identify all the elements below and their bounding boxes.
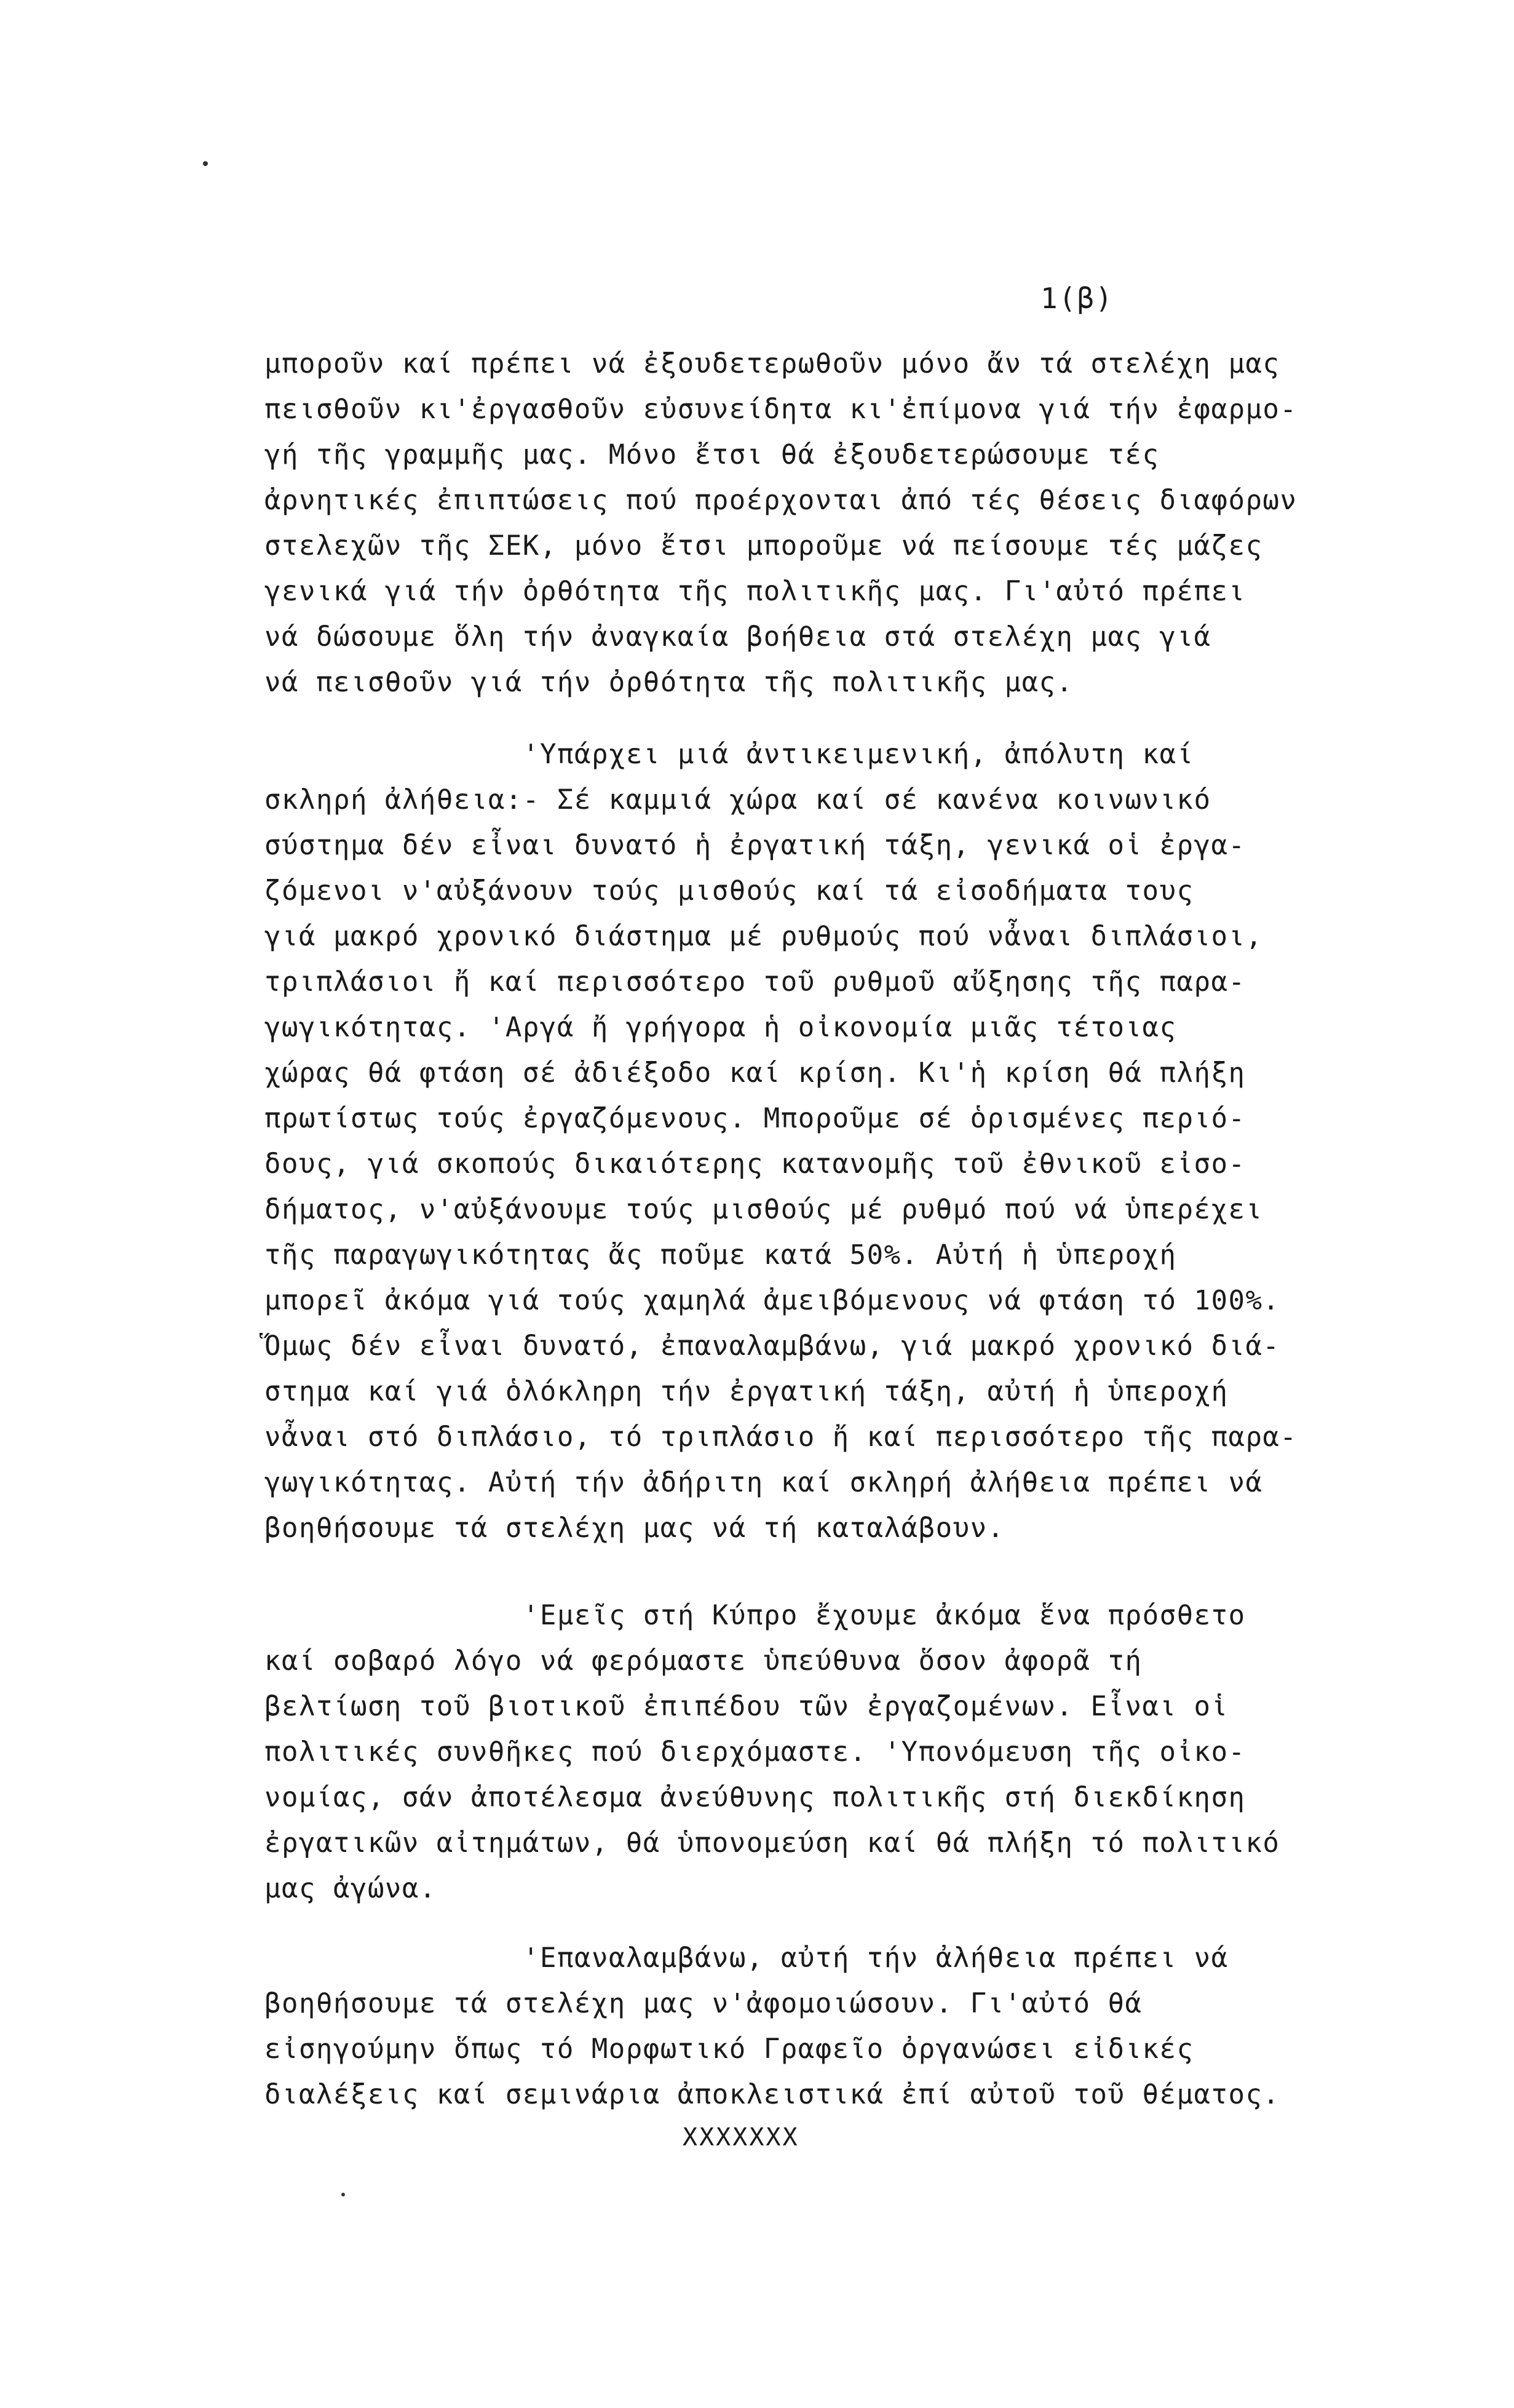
text-line: ἀρνητικές ἐπιπτώσεις πού προέρχονται ἀπό τές θέσεις διαφόρων [264, 485, 1298, 516]
text-line: βοηθήσουμε τά στελέχη μας νά τή καταλάβουν. [264, 1512, 1005, 1544]
text-line: σκληρή ἀλήθεια:- Σέ καμμιά χώρα καί σέ κανένα κοινωνικό [264, 784, 1211, 816]
text-line: στημα καί γιά ὁλόκληρη τήν ἐργατική τάξη, αὐτή ἡ ὑπεροχή [264, 1376, 1229, 1407]
text-line: τριπλάσιοι ἤ καί περισσότερο τοῦ ρυθμοῦ αὔξησης τῆς παρα- [264, 966, 1246, 998]
end-mark: XXXXXXX [683, 2123, 799, 2152]
text-line: γωγικότητας. 'Αργά ἤ γρήγορα ἡ οἰκονομία μιᾶς τέτοιας [264, 1012, 1177, 1043]
text-line: 'Επαναλαμβάνω, αὐτή τήν ἀλήθεια πρέπει νά [523, 1942, 1229, 1974]
text-line: καί σοβαρό λόγο νά φερόμαστε ὑπεύθυνα ὅσον ἀφορᾶ τή [264, 1645, 1143, 1677]
text-line: βελτίωση τοῦ βιοτικοῦ ἐπιπέδου τῶν ἐργαζομένων. Εἶναι οἱ [264, 1691, 1229, 1722]
text-line: γή τῆς γραμμῆς μας. Μόνο ἔτσι θά ἐξουδετερώσουμε τές [264, 439, 1160, 471]
text-line: 'Υπάρχει μιά ἀντικειμενική, ἀπόλυτη καί [523, 739, 1194, 770]
text-line: διαλέξεις καί σεμινάρια ἀποκλειστικά ἐπί αὐτοῦ τοῦ θέματος. [264, 2079, 1280, 2110]
page-number: 1(β) [1040, 282, 1114, 315]
text-line: μπορεῖ ἀκόμα γιά τούς χαμηλά ἀμειβόμενους νά φτάση τό 100%. [264, 1285, 1280, 1316]
text-line: χώρας θά φτάση σέ ἀδιέξοδο καί κρίση. Κι'ἡ κρίση θά πλήξη [264, 1057, 1246, 1089]
text-line: νά δώσουμε ὅλη τήν ἀναγκαία βοήθεια στά στελέχη μας γιά [264, 621, 1211, 653]
text-line: νομίας, σάν ἀποτέλεσμα ἀνεύθυνης πολιτικῆς στή διεκδίκηση [264, 1782, 1246, 1813]
text-line: Ὅμως δέν εἶναι δυνατό, ἐπαναλαμβάνω, γιά μακρό χρονικό διά- [264, 1330, 1280, 1362]
text-line: δήματος, ν'αὐξάνουμε τούς μισθούς μέ ρυθμό πού νά ὑπερέχει [264, 1194, 1263, 1225]
text-line: πρωτίστως τούς ἐργαζόμενους. Μποροῦμε σέ ὁρισμένες περιό- [264, 1103, 1246, 1134]
text-line: γιά μακρό χρονικό διάστημα μέ ρυθμούς πού νἆναι διπλάσιοι, [264, 921, 1263, 952]
paragraph-4 [264, 1936, 1359, 2118]
paragraph-3 [264, 1593, 1359, 1912]
text-line: εἰσηγούμην ὅπως τό Μορφωτικό Γραφεῖο ὀργανώσει εἰδικές [264, 2033, 1194, 2065]
text-line: πολιτικές συνθῆκες πού διερχόμαστε. 'Υπονόμευση τῆς οἰκο- [264, 1736, 1246, 1768]
text-line: στελεχῶν τῆς ΣΕΚ, μόνο ἔτσι μποροῦμε νά πείσουμε τές μάζες [264, 530, 1263, 562]
text-line: δους, γιά σκοπούς δικαιότερης κατανομῆς τοῦ ἐθνικοῦ εἰσο- [264, 1148, 1246, 1180]
text-line: ἐργατικῶν αἰτημάτων, θά ὑπονομεύση καί θά πλήξη τό πολιτικό [264, 1827, 1280, 1859]
scan-speck [203, 161, 208, 166]
text-line: πεισθοῦν κι'ἐργασθοῦν εὐσυνείδητα κι'ἐπίμονα γιά τήν ἐφαρμο- [264, 394, 1298, 425]
paragraph-2 [264, 732, 1359, 1551]
text-line: 'Εμεῖς στή Κύπρο ἔχουμε ἀκόμα ἕνα πρόσθετο [523, 1600, 1246, 1631]
text-line: γωγικότητας. Αὐτή τήν ἀδήριτη καί σκληρή ἀλήθεια πρέπει νά [264, 1467, 1263, 1498]
text-line: ζόμενοι ν'αὐξάνουν τούς μισθούς καί τά εἰσοδήματα τους [264, 875, 1194, 907]
text-line: νἆναι στό διπλάσιο, τό τριπλάσιο ἤ καί περισσότερο τῆς παρα- [264, 1421, 1298, 1453]
text-line: βοηθήσουμε τά στελέχη μας ν'ἀφομοιώσουν. Γι'αὐτό θά [264, 1988, 1143, 2019]
text-line: γενικά γιά τήν ὀρθότητα τῆς πολιτικῆς μας. Γι'αὐτό πρέπει [264, 576, 1246, 607]
text-line: μποροῦν καί πρέπει νά ἐξουδετερωθοῦν μόνο ἄν τά στελέχη μας [264, 348, 1280, 379]
text-line: μας ἀγώνα. [264, 1873, 437, 1904]
text-line: τῆς παραγωγικότητας ἄς ποῦμε κατά 50%. Αὐτή ἡ ὑπεροχή [264, 1239, 1177, 1271]
paragraph-1 [264, 341, 1359, 705]
text-line: σύστημα δέν εἶναι δυνατό ἡ ἐργατική τάξη, γενικά οἱ ἐργα- [264, 830, 1246, 861]
scan-speck [341, 2193, 345, 2196]
text-line: νά πεισθοῦν γιά τήν ὀρθότητα τῆς πολιτικῆς μας. [264, 667, 1074, 698]
